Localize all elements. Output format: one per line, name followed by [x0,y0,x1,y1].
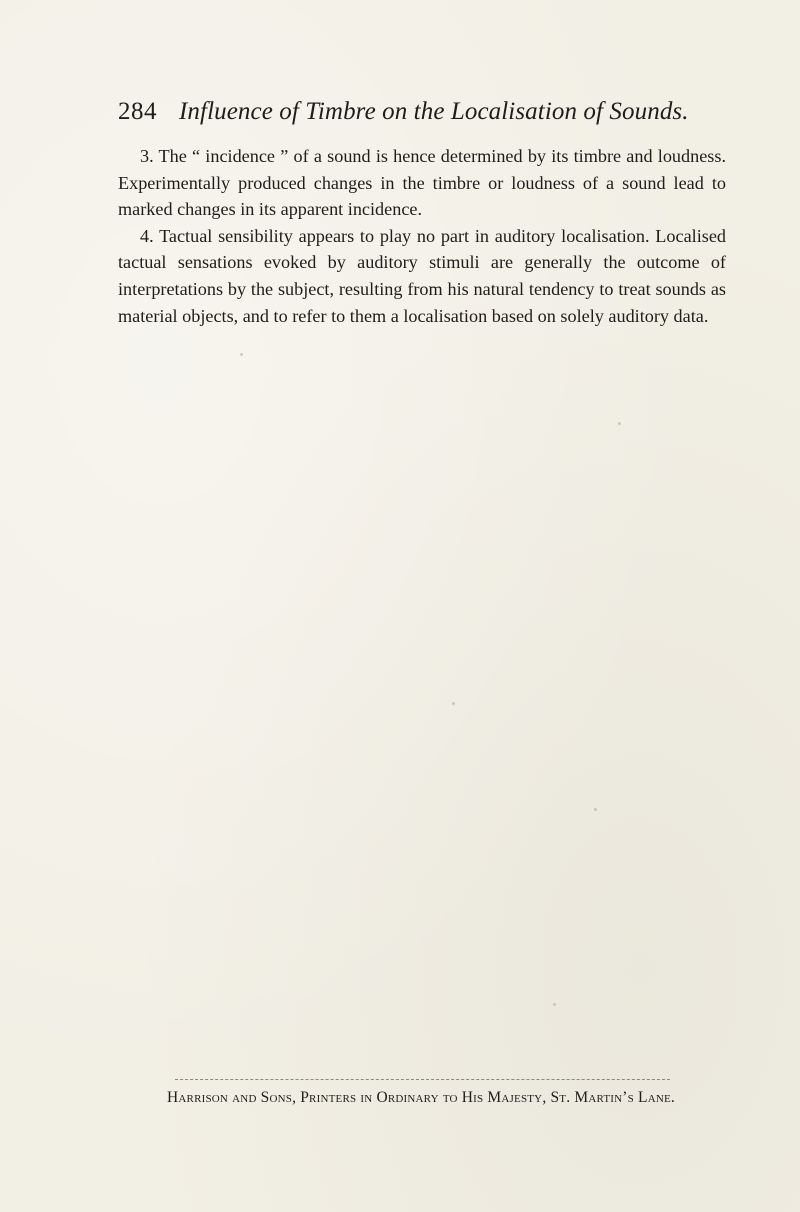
paper-speck [452,702,455,705]
paragraph-3: 3. The “ incidence ” of a sound is hence determined by its timbre and loudness. Experimentally produced changes in the timbre or loudness of a sound lead to marked changes in its apparent incidence. [118,146,726,220]
paper-speck [553,1003,556,1006]
printer-imprint: Harrison and Sons, Printers in Ordinary to His Majesty, St. Martin’s Lane. [167,1089,675,1106]
running-head [118,98,689,130]
paper-speck [594,808,597,811]
page-number: 284 [118,98,157,125]
imprint-rule [175,1079,670,1080]
paper-speck [618,422,621,425]
body-text [118,143,726,329]
paragraph-4: 4. Tactual sensibility appears to play no part in auditory localisation. Localised tactual sensations evoked by auditory stimuli are generally the outcome of interpretations by the subject, resulting from his natural tendency to treat sounds as material objects, and to refer to them a localisation based on solely auditory data. [118,225,726,326]
running-head-title: Influence of Timbre on the Localisation of Sounds. [179,98,689,125]
paper-speck [240,353,243,356]
